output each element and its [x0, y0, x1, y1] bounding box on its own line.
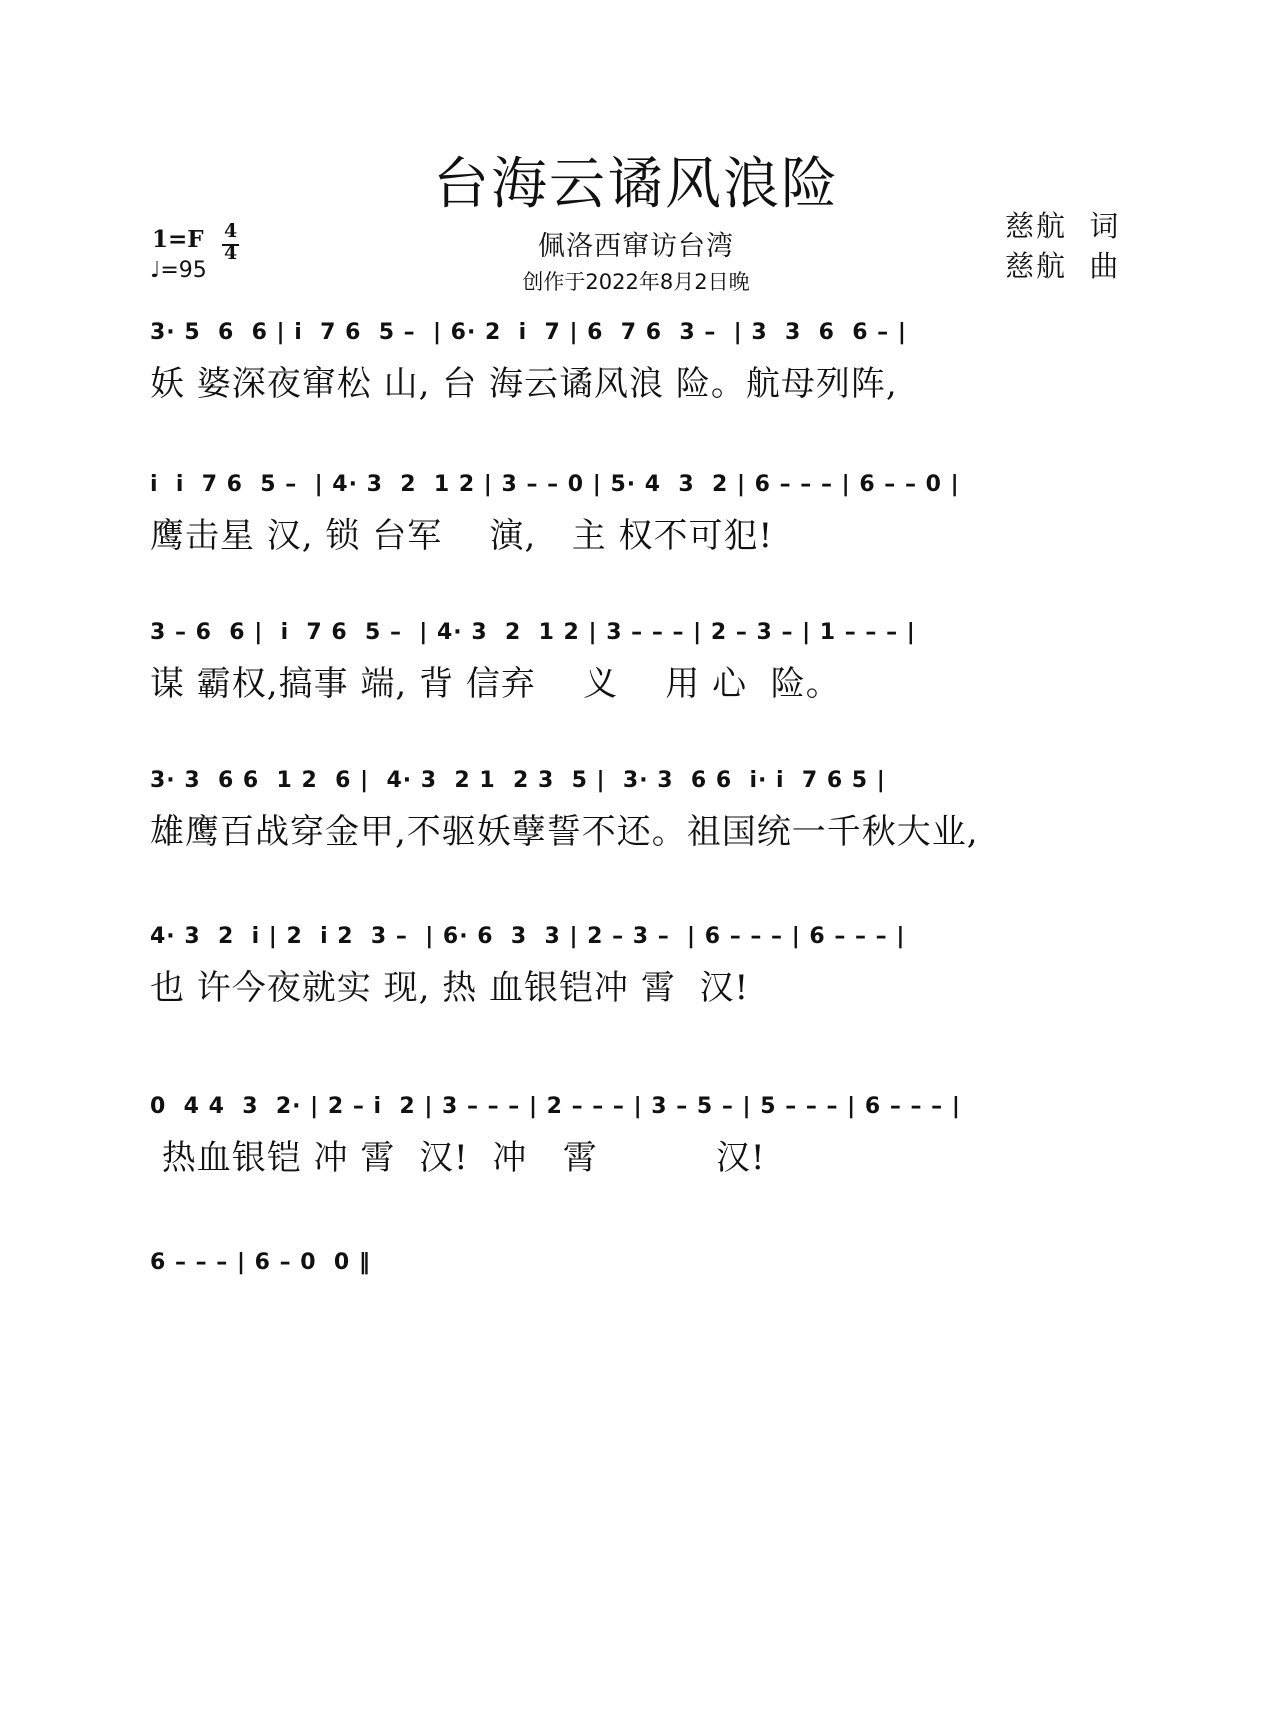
notation-line-3: 3 – 6 6 | i 7 6 5 – | 4· 3 2 1 2 | 3 – – – | 2 – 3 – | 1 – – – | — [150, 620, 916, 645]
lyrics-line-6: 热血银铠 冲 霄 汉! 冲 霄 汉! — [150, 1138, 766, 1178]
final-notation-line: 6 – – – | 6 – 0 0 ‖ — [150, 1250, 371, 1275]
lyricist-credit: 慈航 词 — [1005, 209, 1121, 243]
tempo-marking: ♩=95 — [150, 258, 207, 283]
lyrics-line-1: 妖 婆深夜窜松 山, 台 海云谲风浪 险。航母列阵, — [150, 364, 898, 404]
song-title: 台海云谲风浪险 — [433, 152, 839, 217]
time-signature-top: 4 — [224, 220, 238, 242]
key-signature: 1=F — [152, 226, 204, 253]
lyrics-line-5: 也 许今夜就实 现, 热 血银铠冲 霄 汉! — [150, 968, 750, 1008]
notation-line-6: 0 4 4 3 2· | 2 – i 2 | 3 – – – | 2 – – – | 3 – 5 – | 5 – – – | 6 – – – | — [150, 1094, 961, 1119]
notation-line-2: i i 7 6 5 – | 4· 3 2 1 2 | 3 – – 0 | 5· 4 3 2 | 6 – – – | 6 – – 0 | — [150, 472, 960, 497]
song-subtitle: 佩洛西窜访台湾 — [538, 231, 734, 262]
lyrics-line-2: 鹰击星 汉, 锁 台军 演, 主 权不可犯! — [150, 516, 774, 556]
composition-date: 创作于2022年8月2日晚 — [522, 270, 750, 294]
notation-line-4: 3· 3 6 6 1 2 6 | 4· 3 2 1 2 3 5 | 3· 3 6 6 i· i 7 6 5 | — [150, 768, 886, 793]
lyrics-line-4: 雄鹰百战穿金甲,不驱妖孽誓不还。祖国统一千秋大业, — [150, 812, 979, 852]
time-signature-bottom: 4 — [224, 242, 238, 264]
lyrics-line-3: 谋 霸权,搞事 端, 背 信弃 义 用 心 险。 — [150, 664, 841, 704]
notation-line-5: 4· 3 2 i | 2 i 2 3 – | 6· 6 3 3 | 2 – 3 – | 6 – – – | 6 – – – | — [150, 924, 906, 949]
composer-credit: 慈航 曲 — [1005, 249, 1121, 283]
notation-line-1: 3· 5 6 6 | i 7 6 5 – | 6· 2 i 7 | 6 7 6 3 – | 3 3 6 6 – | — [150, 320, 907, 345]
